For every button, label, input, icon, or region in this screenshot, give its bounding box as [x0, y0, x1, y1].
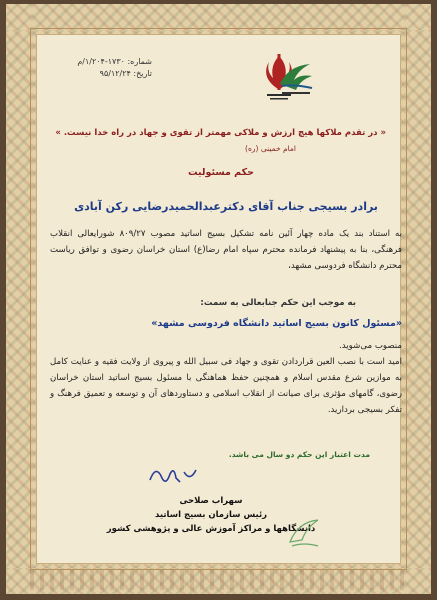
validity-note: مدت اعتبار این حکم دو سال می باشد.	[228, 450, 370, 459]
signatory-title-2: دانشگاهها و مراکز آموزش عالی و پژوهشی کشور	[106, 524, 316, 534]
appointment-intro: به موجب این حکم جنابعالی به سمت:	[200, 298, 356, 308]
certificate-title: حکم مسئولیت	[187, 167, 254, 178]
signature-icon	[146, 460, 206, 490]
quote-attribution: امام خمینی (ره)	[245, 144, 296, 153]
basij-logo-icon	[274, 54, 318, 100]
body-paragraph: به استناد بند یک ماده چهار آئین نامه تشکیل بسیج اساتید مصوب ۸۰۹/۲۷ شورایعالی انقلاب فرهنگی، بنا به پیشنهاد فرمانده محترم سپاه امام رضا(ع) استان خراسان رضوی و توافق ریاست محترم دانشگاه فردوسی مشهد،	[50, 229, 402, 271]
certificate-paper	[6, 4, 431, 594]
signatory-name: سهراب صلاحی	[179, 496, 243, 506]
appointment-role: «مسئول کانون بسیج اساتید دانشگاه فردوسی مشهد»	[151, 318, 402, 329]
appointed-text: منصوب می‌شوید.	[339, 341, 402, 351]
green-stamp-icon	[284, 512, 324, 552]
letter-date: تاریخ: ۹۵/۱۲/۲۴	[99, 69, 152, 78]
bottom-ornament	[30, 570, 407, 590]
wishes-paragraph: امید است با نصب العین قراردادن تقوی و جهاد فی سبیل الله و پیروی از ولایت فقیه و عنایت کامل به موازین شرع مقدس اسلام و همچنین حفظ هماهنگی با مسئول بسیج اساتید استان خراسان رضوی، گامهای مؤثری برای صیانت از انقلاب اسلامی و دستاوردهای آن و توسعه و تعمیق فرهنگ و تفکر بسیجی بردارید.	[50, 357, 402, 415]
signatory-title-1: رئیس سازمان بسیج اساتید	[154, 510, 268, 520]
letter-meta	[42, 56, 152, 80]
recipient-name: برادر بسیجی جناب آقای دکترعبدالحمیدرضایی رکن آبادی	[74, 200, 378, 213]
letter-number: شماره: ۱۷۳۰-۱/۲۰۴/م	[77, 57, 152, 66]
quote-text: « در تقدم ملاکها هیچ ارزش و ملاکی مهمتر از تقوی و جهاد در راه خدا نیست. »	[55, 128, 386, 138]
